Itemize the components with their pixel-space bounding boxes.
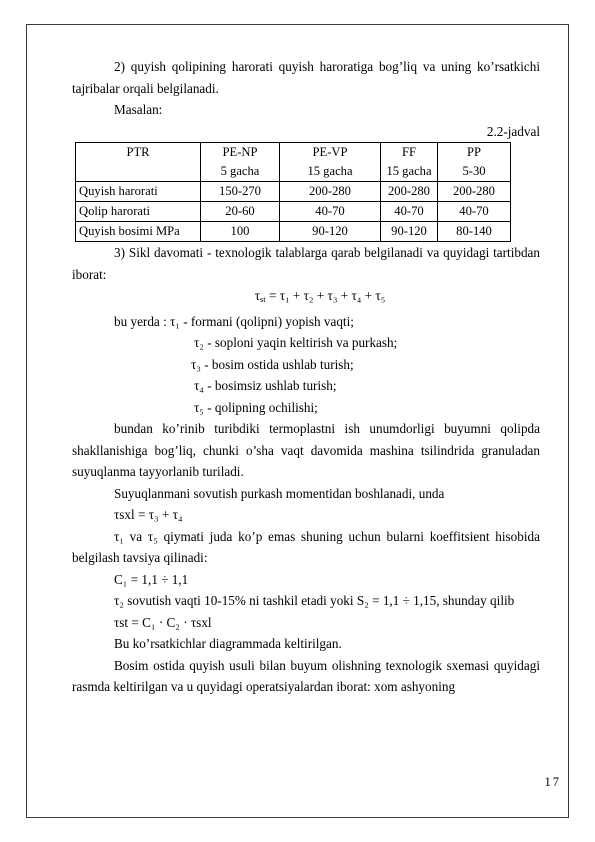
definition-line [72, 311, 540, 333]
definition-t4: τ₄ - bosimsiz ushlab turish; [194, 378, 337, 393]
paragraph-cycle: 3) Sikl davomati - texnologik talablarga qarab belgilanadi va quyidagi tartibdan iborat: [72, 245, 540, 282]
table-cell: 90-120 [381, 222, 438, 242]
table-header-cell: PP 5-30 [438, 143, 511, 182]
paragraph-cooling-time: τ₂ sovutish vaqti 10-15% ni tashkil etadi yoki S₂ = 1,1 ÷ 1,15, shunday qilib [114, 593, 515, 608]
definition-t5: τ₅ - qolipning ochilishi; [194, 399, 318, 415]
page-content [72, 56, 540, 698]
table-row [76, 182, 511, 202]
formula-lhs: τ [254, 288, 260, 303]
formula-lhs-subscript: st [260, 294, 266, 304]
table-header-cell: PE-VP 15 gacha [280, 143, 381, 182]
paragraph-coefficients: τ₁ va τ₅ qiymati juda ko’p emas shuning uchun bularni koeffitsient hisobida belgilash tavsiya qilinadi: [72, 528, 540, 565]
formula-cycle [72, 285, 540, 311]
table-cell: Quyish harorati [76, 182, 201, 202]
formula-cooling: τsxl = τ₃ + τ₄ [114, 507, 183, 522]
definition-t1: τ₁ - formani (qolipni) yopish vaqti; [170, 313, 354, 329]
table-header-cell: PTR [76, 143, 201, 182]
table-cell: 200-280 [280, 182, 381, 202]
table-cell: 80-140 [438, 222, 511, 242]
paragraph-mold-temperature: 2) quyish qolipining harorati quyish haroratiga bog’liq va uning ko’rsatkichi tajribalar orqali belgilanadi. [72, 59, 540, 96]
definition-t3: τ₃ - bosim ostida ushlab turish; [191, 356, 354, 372]
table-cell: 150-270 [201, 182, 280, 202]
table-cell: 90-120 [280, 222, 381, 242]
table-cell: Quyish bosimi MPa [76, 222, 201, 242]
paragraph-cooling-start: Suyuqlanmani sovutish purkash momentidan boshlanadi, unda [114, 485, 445, 501]
paragraph-diagram: Bu ko’rsatkichlar diagrammada keltirilgan. [114, 636, 342, 651]
table-cell: 20-60 [201, 202, 280, 222]
table-row [76, 222, 511, 242]
table-caption: 2.2-jadval [486, 123, 540, 139]
table-cell: 200-280 [381, 182, 438, 202]
table-cell: 40-70 [280, 202, 381, 222]
table-header-cell: PE-NP 5 gacha [201, 143, 280, 182]
table-header-cell: FF 15 gacha [381, 143, 438, 182]
definition-t2: τ₂ - soploni yaqin keltirish va purkash; [194, 335, 398, 350]
example-label: Masalan: [114, 102, 163, 117]
formula-rhs: = τ₁ + τ₂ + τ₃ + τ₄ + τ₅ [268, 288, 386, 303]
formula-cycle-total: τst = C₁ · C₂ · τsxl [114, 614, 212, 630]
table-header-row [76, 143, 511, 182]
table-cell: Qolip harorati [76, 202, 201, 222]
paragraph-productivity: bundan ko’rinib turibdiki termoplastni ish unumdorligi buyumni qolipda shakllanishiga bog’liq, chunki o’sha vaqt davomida mashina tsilindrida granuladan suyuqlanma tayyorlanib turiladi. [72, 421, 540, 479]
table-row [76, 202, 511, 222]
definition-intro: bu yerda : [114, 313, 167, 329]
table-cell: 40-70 [438, 202, 511, 222]
table-cell: 200-280 [438, 182, 511, 202]
table-cell: 100 [201, 222, 280, 242]
page-number: 17 [544, 775, 561, 789]
paragraph-scheme: Bosim ostida quyish usuli bilan buyum olishning texnologik sxemasi quyidagi rasmda keltirilgan va u quyidagi operatsiyalardan iborat: xom ashyoning [72, 657, 540, 694]
parameters-table [75, 142, 511, 242]
table-cell: 40-70 [381, 202, 438, 222]
formula-c1: C₁ = 1,1 ÷ 1,1 [114, 571, 189, 587]
